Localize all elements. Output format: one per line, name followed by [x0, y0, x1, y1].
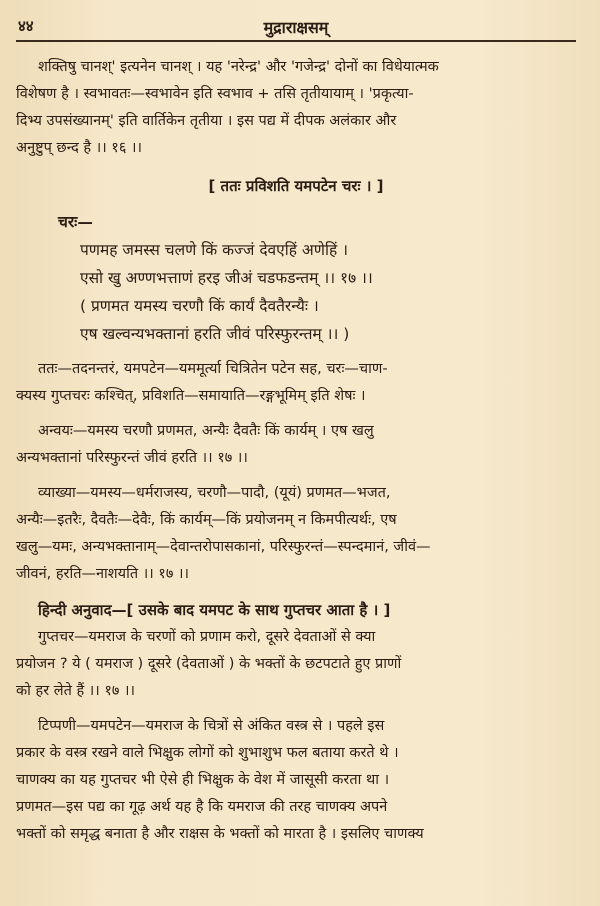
text-line: को हर लेते हैं ।। १७ ।।	[16, 683, 136, 699]
text-line: दिभ्य उपसंख्यानम्' इति वार्तिकेन तृतीया । इस पद्य में दीपक अलंकार और	[16, 113, 397, 129]
page-header	[16, 14, 576, 40]
text-line: गुप्तचर—यमराज के चरणों को प्रणाम करो, दूसरे देवताओं से क्या	[38, 629, 376, 645]
text-line: ततः—तदनन्तरं, यमपटेन—यममूर्त्या चित्रितेन पटेन सह, चरः—चाण-	[38, 361, 388, 377]
text-line: विशेषण है । स्वभावतः—स्वभावेन इति स्वभाव + तसि तृतीयायाम् । 'प्रकृत्या-	[16, 86, 414, 102]
verse-block	[80, 236, 576, 348]
tatah-gloss	[16, 356, 576, 410]
text-line: भक्तों को समृद्ध बनाता है और राक्षस के भक्तों को मारता है । इसलिए चाणक्य	[16, 826, 424, 842]
text-line: टिप्पणी—यमपटेन—यमराज के चित्रों से अंकित वस्त्र से । पहले इस	[38, 718, 385, 734]
text-line: जीवनं, हरति—नाशयति ।। १७ ।।	[16, 566, 189, 582]
tippani-section	[16, 713, 576, 848]
text-line: अन्यैः—इतरैः, दैवतैः—देवैः, किं कार्यम्—किं प्रयोजनम् न किमपीत्यर्थः, एष	[16, 512, 397, 528]
verse-line-sanskrit: ( प्रणमत यमस्य चरणौ किं कार्यं दैवतैरन्यैः ।	[80, 297, 319, 315]
text-line: व्याख्या—यमस्य—धर्मराजस्य, चरणौ—पादौ, (यूयं) प्रणमत—भजत,	[38, 485, 391, 501]
text-line: प्रणमत—इस पद्य का गूढ़ अर्थ यह है कि यमराज की तरह चाणक्य अपने	[16, 799, 388, 815]
text-line: प्रयोजन ? ये ( यमराज ) दूसरे (देवताओं ) के भक्तों के छटपटाते हुए प्राणों	[16, 656, 402, 672]
header-rule	[16, 40, 576, 42]
verse-line-prakrit: पणमह जमस्स चलणे किं कज्जं देवएहिं अणेहिं ।	[80, 241, 349, 259]
intro-paragraph	[16, 54, 576, 162]
verse-line-sanskrit: एष खल्वन्यभक्तानां हरति जीवं परिस्फुरन्तम् ।। )	[80, 325, 350, 343]
text-line: शक्तिषु चानश्' इत्यनेन चानश् । यह 'नरेन्द्र' और 'गजेन्द्र' दोनों का विधेयात्मक	[38, 59, 439, 75]
page-number: ४४	[18, 17, 34, 35]
text-line: अनुष्टुप् छन्द है ।। १६ ।।	[16, 140, 142, 156]
text-line: प्रकार के वस्त्र रखने वाले भिक्षुक लोगों को शुभाशुभ फल बताया करते थे ।	[16, 745, 399, 761]
text-line: अन्यभक्तानां परिस्फुरन्तं जीवं हरति ।। १७ ।।	[16, 450, 248, 466]
text-line: चाणक्य का यह गुप्तचर भी ऐसे ही भिक्षुक के वेश में जासूसी करता था ।	[16, 772, 390, 788]
text-line: क्यस्य गुप्तचरः कश्चित्, प्रविशति—समायाति—रङ्गभूमिम् इति शेषः ।	[16, 388, 366, 404]
stage-direction: [ ततः प्रविशति यमपटेन चरः । ]	[208, 177, 384, 195]
running-title: मुद्राराक्षसम्	[263, 18, 329, 37]
hindi-translation	[16, 624, 576, 705]
verse-line-prakrit: एसो खु अण्णभत्ताणं हरइ जीअं चडफडन्तम् ।। १७ ।।	[80, 269, 373, 287]
hindi-heading: हिन्दी अनुवाद—[ उसके बाद यमपट के साथ गुप्तचर आता है । ]	[38, 601, 391, 619]
vyakhya-section	[16, 480, 576, 588]
text-line: अन्वयः—यमस्य चरणौ प्रणमत, अन्यैः दैवतैः किं कार्यम् । एष खलु	[38, 423, 374, 439]
anvaya-section	[16, 418, 576, 472]
text-line: खलु—यमः, अन्यभक्तानाम्—देवान्तरोपासकानां, परिस्फुरन्तं—स्पन्दमानं, जीवं—	[16, 539, 431, 555]
speaker-label: चरः—	[58, 213, 93, 231]
